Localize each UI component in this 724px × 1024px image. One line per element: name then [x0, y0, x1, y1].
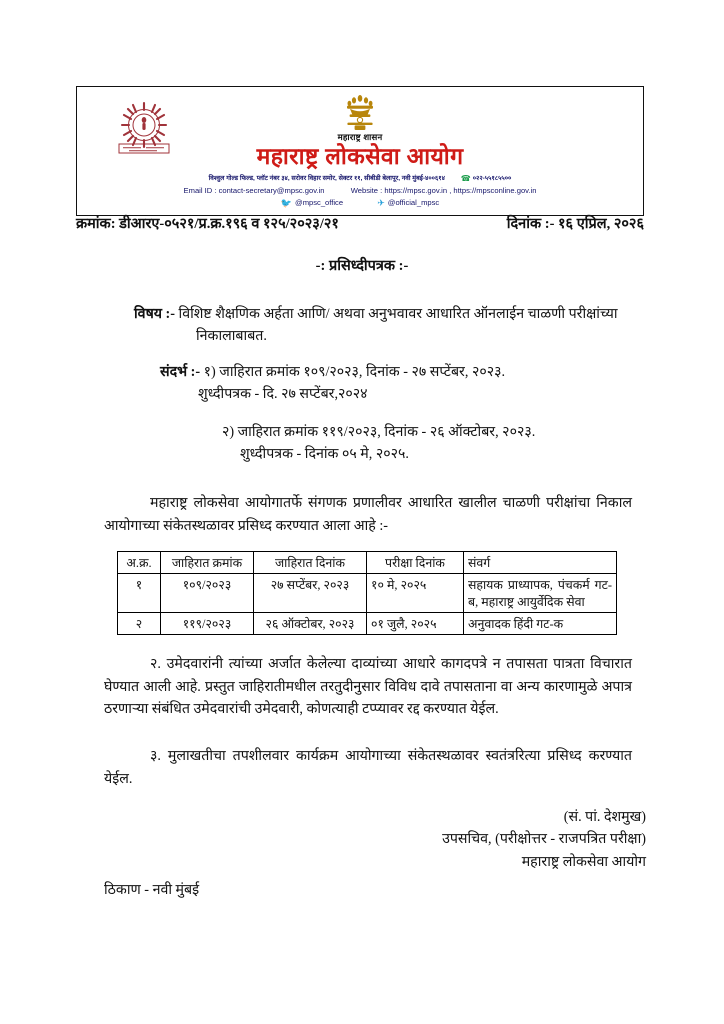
subject-text-line2: निकालाबाबत. — [196, 328, 267, 344]
table-row — [118, 613, 617, 635]
twitter-icon: 🐦 — [280, 197, 292, 208]
cell-sr: २ — [118, 613, 161, 635]
reference-1-corrigendum: शुध्दीपत्रक - दि. २७ सप्टेंबर,२०२४ — [198, 386, 368, 402]
cell-advt-no: ११९/२०२३ — [161, 613, 254, 635]
mpsc-seal-logo — [113, 101, 175, 155]
table-header-row — [118, 552, 617, 574]
subject-text-line1: विशिष्ट शैक्षणिक अर्हता आणि/ अथवा अनुभवावर आधारित ऑनलाईन चाळणी परीक्षांच्या — [178, 306, 618, 322]
reference-item — [222, 421, 640, 465]
column-header-exam-date: परीक्षा दिनांक — [367, 552, 464, 574]
ashoka-emblem-icon — [343, 93, 377, 133]
phone-number: ०२२-५५१८५५०० — [472, 174, 512, 182]
reference-item — [160, 361, 640, 405]
reference-block — [160, 361, 640, 465]
govt-of-maharashtra-label: महाराष्ट्र शासन — [337, 132, 383, 142]
signatory-name: (सं. पां. देशमुख) — [563, 809, 646, 825]
document-date: दिनांक :- १६ एप्रिल, २०२६ — [506, 216, 644, 232]
paragraph-3: ३. मुलाखतीचा तपशीलवार कार्यक्रम आयोगाच्या संकेतस्थळावर स्वतंत्ररित्या प्रसिध्द करण्यात येईल. — [104, 748, 632, 787]
reference-2-corrigendum: शुध्दीपत्रक - दिनांक ०५ मे, २०२५. — [240, 446, 409, 462]
page-title: -: प्रसिध्दीपत्रक :- — [315, 258, 409, 274]
phone-number-wrap — [461, 175, 512, 182]
reference-1-main: १) जाहिरात क्रमांक १०९/२०२३, दिनांक - २७ सप्टेंबर, २०२३. — [203, 364, 506, 380]
table-row — [118, 574, 617, 613]
cell-advt-no: १०९/२०२३ — [161, 574, 254, 613]
email-label[interactable]: Email ID : contact-secretary@mpsc.gov.in — [183, 185, 325, 195]
signature-block — [346, 806, 646, 873]
twitter-handle-wrap[interactable] — [281, 198, 343, 209]
reference-label: संदर्भ :- — [160, 364, 201, 380]
website-label[interactable]: Website : https://mpsc.gov.in , https://mpsconline.gov.in — [350, 185, 537, 195]
twitter-handle: @mpsc_office — [294, 197, 344, 207]
subject-block — [134, 303, 638, 347]
letterhead-emblems — [85, 93, 635, 209]
results-table — [117, 551, 617, 635]
address-line — [85, 173, 635, 183]
reference-2-main: २) जाहिरात क्रमांक ११९/२०२३, दिनांक - २६ ऑक्टोबर, २०२३. — [222, 424, 536, 440]
cell-exam-date: १० मे, २०२५ — [367, 574, 464, 613]
address-text: विश्वुल गोल्ड फिल्ड, प्लॉट नंबर ३४, सरोवर विहार समोर, सेक्टर ११, सीबीडी बेलापूर, नवी मुंबई-४००६१४ — [208, 174, 445, 182]
contact-line — [85, 186, 635, 195]
telegram-handle: @official_mpsc — [387, 197, 440, 207]
column-header-cadre: संवर्ग — [464, 552, 617, 574]
column-header-advt-no: जाहिरात क्रमांक — [161, 552, 254, 574]
telegram-icon: ✈ — [377, 197, 385, 208]
reference-number: क्रमांक: डीआरए-०५२१/प्र.क्र.१९६ व १२५/२०२३/२१ — [76, 216, 339, 232]
signatory-organisation: महाराष्ट्र लोकसेवा आयोग — [521, 853, 646, 870]
letterhead — [76, 86, 644, 216]
paragraph-2: २. उमेदवारांनी त्यांच्या अर्जात केलेल्या दाव्यांच्या आधारे कागदपत्रे न तपासता पात्रता विचारात घेण्यात आली आहे. प्रस्तुत जाहिरातीमधील तरतुदीनुसार विविध दावे तपासताना वा अन्य कारणामुळे अपात्र ठरणाऱ्या संबंधित उमेदवारांची उमेदवारी, कोणत्याही टप्प्यावर रद्द करण्यात येईल. — [104, 656, 632, 718]
social-line — [85, 198, 635, 209]
telegram-handle-wrap[interactable] — [377, 198, 439, 209]
cell-sr: १ — [118, 574, 161, 613]
subject-label: विषय :- — [134, 306, 175, 322]
cell-cadre: अनुवादक हिंदी गट-क — [464, 613, 617, 635]
place-label: ठिकाण - नवी मुंबई — [104, 882, 200, 898]
organisation-name: महाराष्ट्र लोकसेवा आयोग — [256, 143, 464, 169]
cell-advt-date: २६ ऑक्टोबर, २०२३ — [254, 613, 367, 635]
cell-exam-date: ०१ जुलै, २०२५ — [367, 613, 464, 635]
column-header-sr: अ.क्र. — [118, 552, 161, 574]
signatory-designation: उपसचिव, (परीक्षोत्तर - राजपत्रित परीक्षा) — [442, 831, 646, 848]
column-header-advt-date: जाहिरात दिनांक — [254, 552, 367, 574]
cell-advt-date: २७ सप्टेंबर, २०२३ — [254, 574, 367, 613]
cell-cadre: सहायक प्राध्यापक, पंचकर्म गट-ब, महाराष्ट्र आयुर्वेदिक सेवा — [464, 574, 617, 613]
meta-row — [76, 213, 644, 233]
paragraph-1: महाराष्ट्र लोकसेवा आयोगातर्फे संगणक प्रणालीवर आधारित खालील चाळणी परीक्षांचा निकाल आयोगाच्या संकेतस्थळावर प्रसिध्द करण्यात आला आहे :- — [104, 495, 632, 534]
phone-icon: ☎ — [460, 173, 471, 183]
